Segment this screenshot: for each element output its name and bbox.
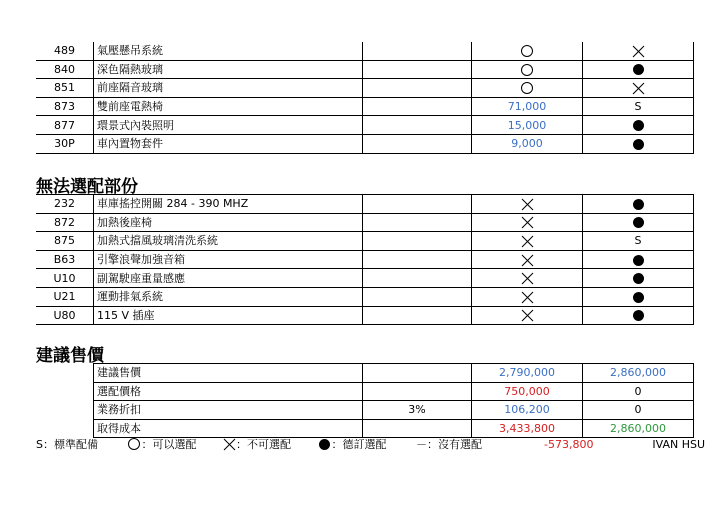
table-row [36, 134, 694, 153]
model-a-cell [472, 287, 583, 306]
table-row [36, 306, 694, 325]
option-note [363, 134, 472, 153]
model-a-cell [472, 195, 583, 214]
cross-icon [521, 272, 534, 285]
option-code: 875 [36, 232, 94, 251]
table-row [36, 42, 694, 60]
model-b-cell [583, 213, 694, 232]
table-row [36, 269, 694, 288]
option-code: B63 [36, 250, 94, 269]
option-note [363, 306, 472, 325]
model-b-cell [583, 116, 694, 135]
price-difference: -573,800 [544, 437, 594, 451]
author: IVAN HSU [652, 437, 705, 451]
dot-icon [633, 273, 644, 284]
option-name: 加熱式擋風玻璃清洗系統 [94, 232, 363, 251]
price-label: 選配價格 [94, 382, 363, 401]
model-a-cell [472, 97, 583, 116]
model-b-cell [583, 79, 694, 98]
table-row [36, 60, 694, 79]
model-a-cell [472, 79, 583, 98]
option-name: 車庫搖控開關 284 - 390 MHZ [94, 195, 363, 214]
option-code: 851 [36, 79, 94, 98]
table-row [36, 250, 694, 269]
price-model-b: 2,860,000 [583, 419, 694, 438]
model-b-cell [583, 42, 694, 60]
option-note [363, 60, 472, 79]
cell-value: S [634, 100, 642, 114]
dot-icon [633, 139, 644, 150]
option-note [363, 250, 472, 269]
model-a-cell [472, 116, 583, 135]
model-b-cell [583, 269, 694, 288]
model-b-cell [583, 97, 694, 116]
option-code: 877 [36, 116, 94, 135]
discount-rate [363, 364, 472, 383]
option-note [363, 232, 472, 251]
option-note [363, 116, 472, 135]
cross-icon [521, 216, 534, 229]
circle-icon [521, 45, 533, 57]
unavailable-section-title: 無法選配部份 [36, 177, 138, 197]
price-label: 取得成本 [94, 419, 363, 438]
circle-icon [128, 438, 140, 450]
cross-icon [521, 291, 534, 304]
model-b-cell [583, 250, 694, 269]
legend-not-optional: ：不可選配 [223, 436, 315, 452]
price-label: 建議售價 [94, 364, 363, 383]
model-a-cell [472, 306, 583, 325]
option-note [363, 269, 472, 288]
dot-icon [633, 292, 644, 303]
dot-icon [633, 120, 644, 131]
option-name: 車內置物套件 [94, 134, 363, 153]
model-a-cell [472, 232, 583, 251]
cross-icon [521, 309, 534, 322]
cross-icon [521, 198, 534, 211]
cross-icon [632, 45, 645, 58]
price-model-b: 0 [583, 401, 694, 420]
model-a-cell [472, 250, 583, 269]
circle-icon [521, 64, 533, 76]
option-code: U10 [36, 269, 94, 288]
option-note [363, 195, 472, 214]
option-code: 840 [36, 60, 94, 79]
table-row [36, 232, 694, 251]
price-model-b: 2,860,000 [583, 364, 694, 383]
cell-value: 9,000 [511, 137, 543, 151]
model-a-cell [472, 42, 583, 60]
option-name: 環景式內裝照明 [94, 116, 363, 135]
unavailable-options-table [36, 194, 694, 325]
discount-rate [363, 382, 472, 401]
model-b-cell [583, 134, 694, 153]
dot-icon [633, 199, 644, 210]
option-note [363, 97, 472, 116]
legend-optional: ：可以選配 [128, 436, 220, 452]
model-a-cell [472, 60, 583, 79]
model-b-cell [583, 306, 694, 325]
table-row [36, 287, 694, 306]
model-b-cell [583, 287, 694, 306]
cell-value: S [634, 234, 642, 248]
circle-icon [521, 82, 533, 94]
option-name: 引擎浪聲加強音箱 [94, 250, 363, 269]
dot-icon [633, 255, 644, 266]
model-b-cell [583, 195, 694, 214]
option-name: 氣壓懸吊系統 [94, 42, 363, 60]
table-row [36, 116, 694, 135]
legend [36, 436, 705, 452]
model-a-cell [472, 134, 583, 153]
model-b-cell [583, 60, 694, 79]
cross-icon [632, 82, 645, 95]
model-a-cell [472, 269, 583, 288]
price-row [36, 401, 694, 420]
price-table [36, 363, 694, 438]
option-name: 運動排氣系統 [94, 287, 363, 306]
price-model-a: 3,433,800 [472, 419, 583, 438]
option-name: 115 V 插座 [94, 306, 363, 325]
cell-value: 71,000 [507, 100, 547, 114]
table-row [36, 195, 694, 214]
table-row [36, 97, 694, 116]
legend-standard: S：標準配備 [36, 438, 98, 451]
option-code: 30P [36, 134, 94, 153]
option-name: 深色隔熱玻璃 [94, 60, 363, 79]
option-name: 前座隔音玻璃 [94, 79, 363, 98]
price-label: 業務折扣 [94, 401, 363, 420]
options-table [36, 42, 694, 154]
dot-icon [633, 217, 644, 228]
option-note [363, 213, 472, 232]
option-code: 873 [36, 97, 94, 116]
cell-value: 15,000 [507, 118, 547, 132]
option-note [363, 79, 472, 98]
cross-icon [521, 235, 534, 248]
legend-ordered: ：德訂選配 [319, 436, 413, 452]
option-name: 副駕駛座重量感應 [94, 269, 363, 288]
option-code: U80 [36, 306, 94, 325]
price-model-b: 0 [583, 382, 694, 401]
dot-icon [633, 64, 644, 75]
dot-icon [319, 439, 330, 450]
price-model-a: 750,000 [472, 382, 583, 401]
option-note [363, 287, 472, 306]
option-code: U21 [36, 287, 94, 306]
option-name: 加熱後座椅 [94, 213, 363, 232]
table-row [36, 79, 694, 98]
price-model-a: 2,790,000 [472, 364, 583, 383]
legend-none: －：沒有選配 [416, 438, 482, 451]
price-section-title: 建議售價 [36, 346, 104, 366]
option-code: 232 [36, 195, 94, 214]
cross-icon [521, 254, 534, 267]
dot-icon [633, 310, 644, 321]
model-b-cell [583, 232, 694, 251]
discount-rate: 3% [363, 401, 472, 420]
option-code: 872 [36, 213, 94, 232]
option-code: 489 [36, 42, 94, 60]
cross-icon [223, 438, 236, 451]
model-a-cell [472, 213, 583, 232]
table-row [36, 213, 694, 232]
option-note [363, 42, 472, 60]
price-row [36, 364, 694, 383]
price-row [36, 382, 694, 401]
price-model-a: 106,200 [472, 401, 583, 420]
option-name: 雙前座電熱椅 [94, 97, 363, 116]
